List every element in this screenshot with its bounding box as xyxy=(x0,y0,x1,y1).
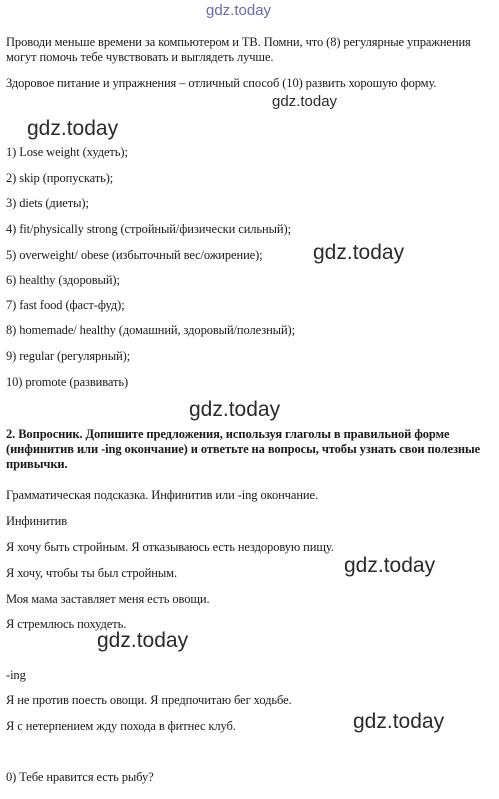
intro-paragraph-2: Здоровое питание и упражнения – отличный способ (10) развить хорошую форму. xyxy=(6,76,437,90)
watermark-top: gdz.today xyxy=(206,2,272,19)
infinitive-example: Я хочу, чтобы ты был стройным. xyxy=(6,566,177,580)
ing-example: Я не против поесть овощи. Я предпочитаю бег ходьбе. xyxy=(6,693,292,707)
watermark: gdz.today xyxy=(97,629,189,652)
answer-item: 5) overweight/ obese (избыточный вес/ожирение); xyxy=(6,248,263,262)
watermark: gdz.today xyxy=(272,93,338,110)
grammar-hint: Грамматическая подсказка. Инфинитив или -ing окончание. xyxy=(6,488,318,502)
ing-label: -ing xyxy=(6,668,26,682)
watermark: gdz.today xyxy=(189,398,281,421)
infinitive-label: Инфинитив xyxy=(6,514,68,528)
answer-item: 4) fit/physically strong (стройный/физически сильный); xyxy=(6,222,291,236)
answer-item: 1) Lose weight (худеть); xyxy=(6,145,128,159)
intro-paragraph-1: Проводи меньше времени за компьютером и ТВ. Помни, что (8) регулярные упражнения могут помочь тебе чувствовать и выглядеть лучше. xyxy=(6,35,471,64)
answer-item: 8) homemade/ healthy (домашний, здоровый/полезный); xyxy=(6,323,295,337)
watermark: gdz.today xyxy=(344,554,436,577)
watermark: gdz.today xyxy=(353,710,445,733)
answer-item: 9) regular (регулярный); xyxy=(6,349,131,363)
watermark: gdz.today xyxy=(27,117,119,140)
question-0: 0) Тебе нравится есть рыбу? xyxy=(6,770,154,784)
answer-item: 7) fast food (фаст-фуд); xyxy=(6,298,125,312)
ing-example: Я с нетерпением жду похода в фитнес клуб. xyxy=(6,719,236,733)
answer-item: 6) healthy (здоровый); xyxy=(6,273,120,287)
infinitive-example: Моя мама заставляет меня есть овощи. xyxy=(6,592,210,606)
answer-item: 10) promote (развивать) xyxy=(6,375,129,389)
answer-item: 3) diets (диеты); xyxy=(6,196,89,210)
infinitive-example: Я хочу быть стройным. Я отказываюсь есть нездоровую пищу. xyxy=(6,540,334,554)
infinitive-example: Я стремлюсь похудеть. xyxy=(6,617,127,631)
answer-item: 2) skip (пропускать); xyxy=(6,171,114,185)
watermark: gdz.today xyxy=(313,241,405,264)
task2-heading: 2. Вопросник. Допишите предложения, используя глаголы в правильной форме (инфинитив или -ing окончание) и ответьте на вопросы, чтобы узнать свои полезные привычки. xyxy=(6,427,481,471)
